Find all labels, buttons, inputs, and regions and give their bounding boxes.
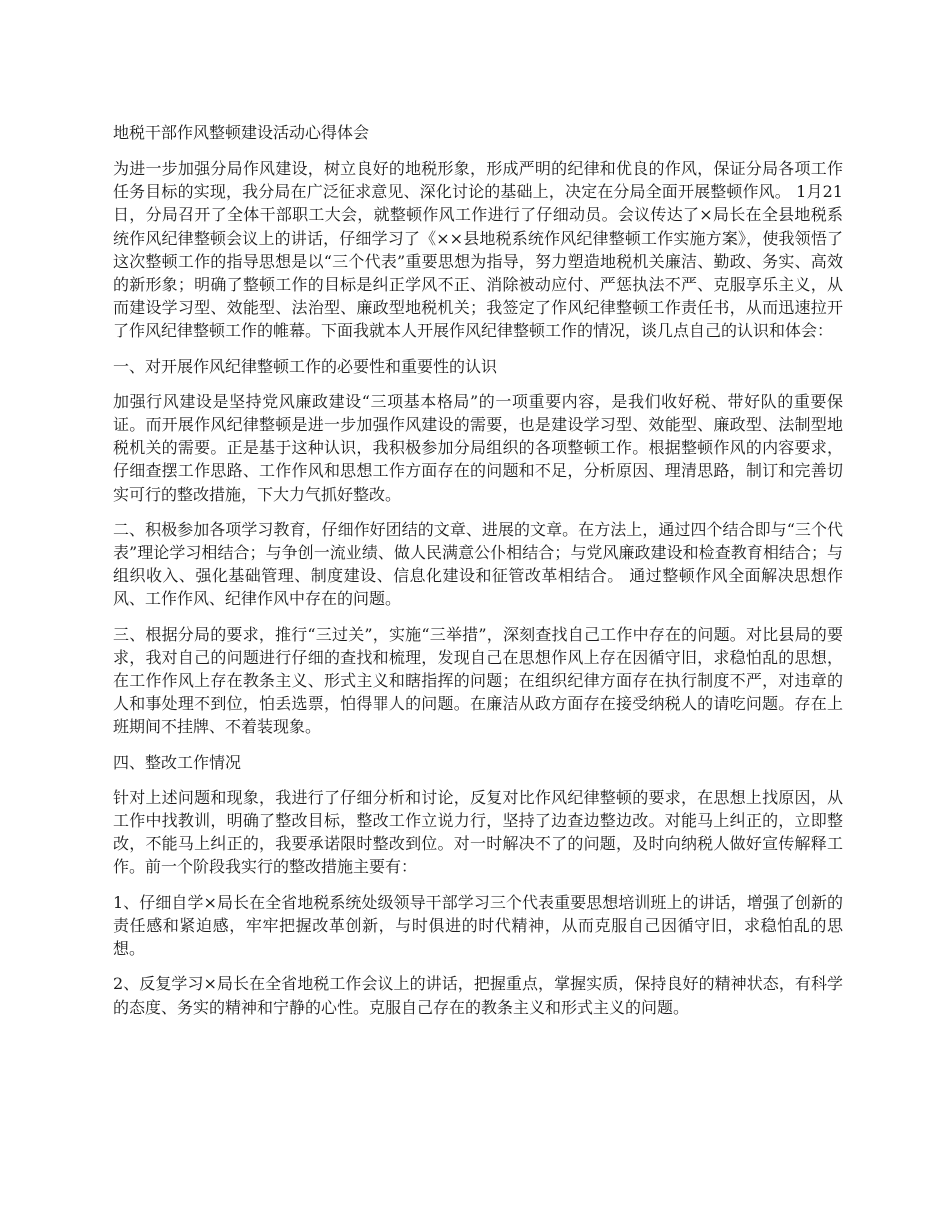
section-heading-4: 四、整改工作情况	[113, 752, 242, 772]
document-body	[113, 121, 843, 1031]
paragraph-section-4: 针对上述问题和现象，我进行了仔细分析和讨论，反复对比作风纪律整顿的要求，在思想上找原因，从工作中找教训，明确了整改目标，整改工作立说力行，坚持了边查边整边改。对能马上纠正的，立即整改，不能马上纠正的，我要承诺限时整改到位。对一时解决不了的问题，及时向纳税人做好宣传解释工作。前一个阶段我实行的整改措施主要有：	[113, 787, 843, 877]
section-heading-1: 一、对开展作风纪律整顿工作的必要性和重要性的认识	[113, 356, 498, 376]
paragraph-measure-1: 1、仔细自学×局长在全省地税系统处级领导干部学习三个代表重要思想培训班上的讲话，增强了创新的责任感和紧迫感，牢牢把握改革创新，与时俱进的时代精神，从而克服自己因循守旧，求稳怕乱的思想。	[113, 892, 843, 959]
paragraph-section-3: 三、根据分局的要求，推行“三过关”，实施“三举措”，深刻查找自己工作中存在的问题。对比县局的要求，我对自己的问题进行仔细的查找和梳理，发现自己在思想作风上存在因循守旧，求稳怕乱的思想，在工作作风上存在教条主义、形式主义和瞎指挥的问题；在组织纪律方面存在执行制度不严，对违章的人和事处理不到位，怕丢选票，怕得罪人的问题。在廉洁从政方面存在接受纳税人的请吃问题。存在上班期间不挂牌、不着装现象。	[113, 624, 843, 737]
paragraph-section-1: 加强行风建设是坚持党风廉政建设“三项基本格局”的一项重要内容，是我们收好税、带好队的重要保证。而开展作风纪律整顿是进一步加强作风建设的需要，也是建设学习型、效能型、廉政型、法制型地税机关的需要。正是基于这种认识，我积极参加分局组织的各项整顿工作。根据整顿作风的内容要求，仔细查摆工作思路、工作作风和思想工作方面存在的问题和不足，分析原因、理清思路，制订和完善切实可行的整改措施，下大力气抓好整改。	[113, 391, 843, 504]
paragraph-section-2: 二、积极参加各项学习教育，仔细作好团结的文章、进展的文章。在方法上，通过四个结合即与“三个代表”理论学习相结合；与争创一流业绩、做人民满意公仆相结合；与党风廉政建设和检查教育相结合；与组织收入、强化基础管理、制度建设、信息化建设和征管改革相结合。 通过整顿作风全面解决思想作风、工作作风、纪律作风中存在的问题。	[113, 519, 843, 609]
paragraph-measure-2: 2、反复学习×局长在全省地税工作会议上的讲话，把握重点，掌握实质，保持良好的精神状态，有科学的态度、务实的精神和宁静的心性。克服自己存在的教条主义和形式主义的问题。	[113, 974, 843, 1017]
paragraph-intro: 为进一步加强分局作风建设，树立良好的地税形象，形成严明的纪律和优良的作风，保证分局各项工作任务目标的实现，我分局在广泛征求意见、深化讨论的基础上，决定在分局全面开展整顿作风。 1月21日，分局召开了全体干部职工大会，就整顿作风工作进行了仔细动员。会议传达了×局长在全县地税系统作风纪律整顿会议上的讲话，仔细学习了《××县地税系统作风纪律整顿工作实施方案》，使我领悟了这次整顿工作的指导思想是以“三个代表”重要思想为指导，努力塑造地税机关廉洁、勤政、务实、高效的新形象；明确了整顿工作的目标是纠正学风不正、消除被动应付、严惩执法不严、克服享乐主义，从而建设学习型、效能型、法治型、廉政型地税机关；我签定了作风纪律整顿工作责任书，从而迅速拉开了作风纪律整顿工作的帷幕。下面我就本人开展作风纪律整顿工作的情况，谈几点自己的认识和体会：	[113, 159, 843, 341]
document-title: 地税干部作风整顿建设活动心得体会	[113, 123, 370, 142]
